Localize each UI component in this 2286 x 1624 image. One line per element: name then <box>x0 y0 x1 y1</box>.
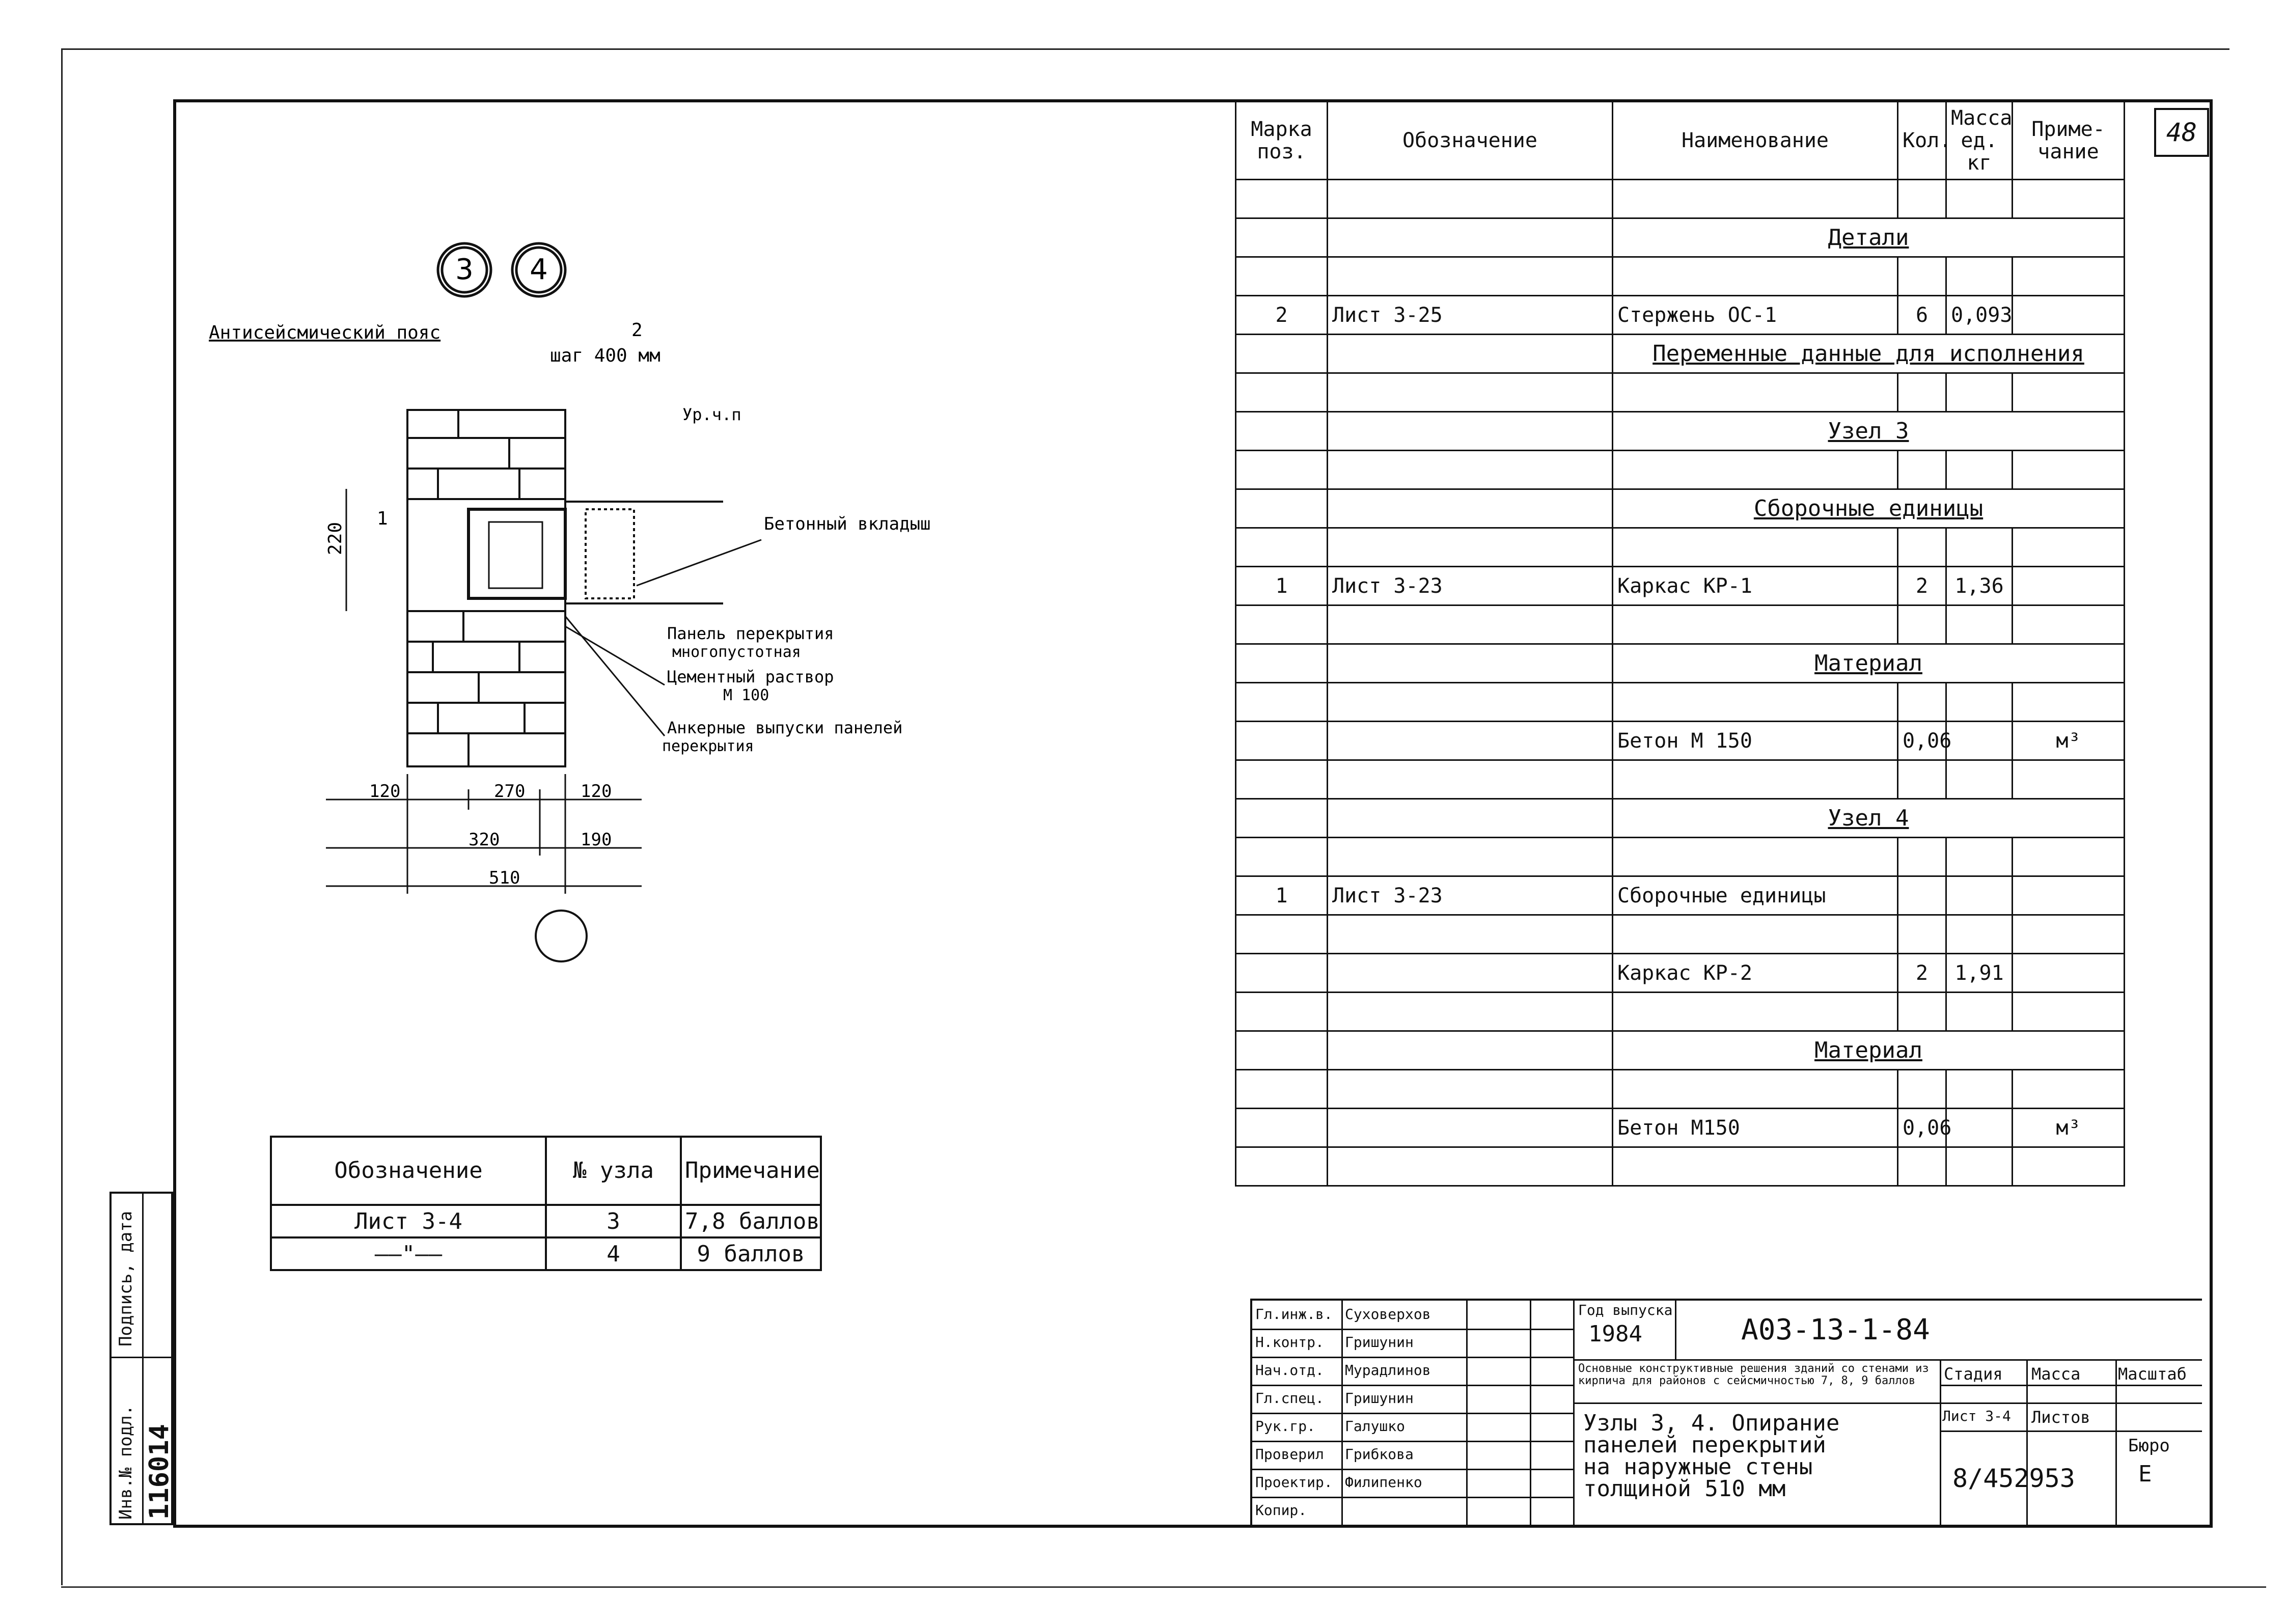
belt-label: Антисейсмический пояс <box>209 322 441 343</box>
spec-cell <box>1236 489 1328 528</box>
dim-120-left: 120 <box>369 781 401 802</box>
title-block-rule <box>1252 1441 1573 1442</box>
spec-header-mass: Масса ед. кг <box>1946 102 2013 180</box>
spec-row <box>1236 412 2125 451</box>
spec-cell: м³ <box>2013 1109 2125 1147</box>
spec-cell <box>2013 180 2125 218</box>
release-year: 1984 <box>1588 1321 1642 1347</box>
spec-cell <box>1946 993 2013 1031</box>
spec-cell <box>1613 1070 1898 1109</box>
signature-date-label: Подпись, дата <box>116 1210 136 1346</box>
spec-header-designation: Обозначение <box>1328 102 1613 180</box>
spec-section-title: Переменные данные для исполнения <box>1613 335 2125 373</box>
spec-cell <box>1328 257 1613 296</box>
spec-cell <box>1236 1147 1328 1186</box>
spec-cell <box>1236 451 1328 489</box>
title-block-name: Грибкова <box>1345 1446 1414 1463</box>
title-block-rule <box>1252 1497 1573 1498</box>
title-line: толщиной 510 мм <box>1583 1476 1786 1502</box>
spec-row <box>1236 373 2125 412</box>
spec-cell <box>1613 993 1898 1031</box>
spec-row <box>1236 1109 2125 1147</box>
sheets-label: Листов <box>2031 1408 2090 1427</box>
spec-cell <box>2013 528 2125 567</box>
spec-cell <box>1946 1147 2013 1186</box>
spec-cell <box>1328 1070 1613 1109</box>
spec-cell <box>1328 993 1613 1031</box>
spec-section-title: Детали <box>1613 218 2125 257</box>
spec-cell <box>1946 838 2013 876</box>
spec-cell <box>1898 1147 1946 1186</box>
inventory-label: Инв.№ подл. <box>116 1405 136 1520</box>
spec-cell <box>1898 528 1946 567</box>
title-block-rule <box>1252 1525 1573 1526</box>
spec-cell <box>1946 1070 2013 1109</box>
spec-header-mark: Марка поз. <box>1236 102 1328 180</box>
title-block-rule <box>1252 1329 1573 1330</box>
dim-190: 190 <box>581 830 612 850</box>
spec-cell <box>1236 722 1328 760</box>
spec-cell <box>1236 412 1328 451</box>
spec-row <box>1236 954 2125 993</box>
spec-cell <box>2013 760 2125 799</box>
spec-cell <box>1946 1109 2013 1147</box>
spec-cell <box>1328 528 1613 567</box>
dim-120-right: 120 <box>581 781 612 802</box>
spec-cell <box>1613 1147 1898 1186</box>
bureau-label: Бюро <box>2128 1436 2170 1456</box>
spec-row <box>1236 218 2125 257</box>
spec-cell <box>1946 876 2013 915</box>
spec-row <box>1236 605 2125 644</box>
spec-cell <box>1613 605 1898 644</box>
title-block-role: Гл.инж.в. <box>1255 1306 1333 1323</box>
spec-cell <box>1946 683 2013 722</box>
spec-row <box>1236 567 2125 605</box>
spec-header-qty: Кол. <box>1898 102 1946 180</box>
spec-cell <box>1613 683 1898 722</box>
bureau-value: Е <box>2138 1461 2152 1487</box>
spec-row <box>1236 489 2125 528</box>
concrete-insert-label: Бетонный вкладыш <box>764 514 931 534</box>
spec-cell <box>1236 180 1328 218</box>
node-drawing <box>194 224 1018 988</box>
spec-cell <box>2013 296 2125 335</box>
title-block-name: Галушко <box>1345 1418 1406 1435</box>
spec-cell <box>1328 335 1613 373</box>
nodes-cell: 9 баллов <box>681 1237 821 1270</box>
spec-cell <box>1613 528 1898 567</box>
spec-cell <box>1946 722 2013 760</box>
document-subtitle: Основные конструктивные решения зданий со стенами из кирпича для районов с сейсмичностью 7, 8, 9 баллов <box>1578 1362 1929 1387</box>
spec-cell: Лист 3-25 <box>1328 296 1613 335</box>
spec-cell <box>1236 954 1328 993</box>
spec-cell <box>1898 915 1946 954</box>
spec-cell <box>1328 760 1613 799</box>
spec-cell: Лист 3-23 <box>1328 876 1613 915</box>
spec-cell <box>1328 799 1613 838</box>
spec-cell <box>1946 605 2013 644</box>
title-block-rule <box>1252 1357 1573 1358</box>
spec-cell <box>1613 373 1898 412</box>
spec-row <box>1236 257 2125 296</box>
spec-row <box>1236 528 2125 567</box>
scale-label: Масштаб <box>2118 1364 2187 1384</box>
level-label: Ур.ч.п <box>682 405 741 424</box>
spec-cell <box>1328 683 1613 722</box>
spec-cell: 6 <box>1898 296 1946 335</box>
spec-cell <box>1236 838 1328 876</box>
spec-cell: 0,093 <box>1946 296 2013 335</box>
spec-cell: 0,06 <box>1898 1109 1946 1147</box>
dim-220: 220 <box>325 521 346 555</box>
spec-cell <box>1946 528 2013 567</box>
spec-cell <box>1898 993 1946 1031</box>
spec-cell <box>1236 335 1328 373</box>
spec-cell <box>1898 1070 1946 1109</box>
spec-row <box>1236 1147 2125 1186</box>
nodes-cell: ——"—— <box>271 1237 546 1270</box>
rod-spacing: шаг 400 мм <box>550 345 660 366</box>
spec-row <box>1236 915 2125 954</box>
spec-row <box>1236 799 2125 838</box>
title-block-rule <box>1252 1469 1573 1470</box>
mass-label: Масса <box>2031 1364 2081 1384</box>
spec-cell <box>2013 373 2125 412</box>
spec-cell <box>1328 838 1613 876</box>
spec-cell <box>1328 1147 1613 1186</box>
spec-cell: 1 <box>1236 567 1328 605</box>
spec-cell <box>2013 915 2125 954</box>
spec-cell: 1,91 <box>1946 954 2013 993</box>
spec-cell <box>1236 528 1328 567</box>
spec-section-title: Узел 4 <box>1613 799 2125 838</box>
spec-cell: Бетон М 150 <box>1613 722 1898 760</box>
spec-cell <box>1328 1109 1613 1147</box>
spec-cell <box>2013 954 2125 993</box>
panel-label: Панель перекрытия <box>667 624 834 643</box>
spec-cell <box>1236 1031 1328 1070</box>
spec-cell <box>1613 838 1898 876</box>
spec-cell <box>1236 605 1328 644</box>
spec-cell: 2 <box>1898 954 1946 993</box>
spec-cell: 0,06 <box>1898 722 1946 760</box>
mortar-grade: М 100 <box>723 686 769 704</box>
spec-cell <box>1613 760 1898 799</box>
spec-cell <box>1328 218 1613 257</box>
node-mark-4-text: 4 <box>530 253 548 286</box>
title-line: панелей перекрытий <box>1583 1432 1826 1458</box>
spec-row <box>1236 1070 2125 1109</box>
spec-cell <box>1328 180 1613 218</box>
spec-cell: 2 <box>1236 296 1328 335</box>
spec-cell <box>1328 644 1613 683</box>
spec-cell <box>1236 799 1328 838</box>
spec-cell <box>2013 1070 2125 1109</box>
title-block-rule <box>1252 1413 1573 1414</box>
title-block-name: Мурадлинов <box>1345 1362 1431 1379</box>
spec-cell <box>1328 373 1613 412</box>
spec-row <box>1236 1031 2125 1070</box>
specification-table <box>1235 101 2125 1187</box>
spec-cell <box>1328 1031 1613 1070</box>
spec-row <box>1236 296 2125 335</box>
spec-cell <box>1236 257 1328 296</box>
spec-row <box>1236 876 2125 915</box>
title-block <box>1250 1299 2202 1527</box>
dim-510: 510 <box>489 868 520 888</box>
spec-cell <box>1898 760 1946 799</box>
brick-wall <box>407 410 723 766</box>
spec-cell <box>1613 180 1898 218</box>
node-mark-3-text: 3 <box>455 253 474 286</box>
spec-row <box>1236 180 2125 218</box>
spec-cell <box>1328 722 1613 760</box>
dim-270: 270 <box>494 781 526 802</box>
title-block-role: Нач.отд. <box>1255 1362 1324 1379</box>
spec-cell <box>1946 915 2013 954</box>
spec-cell: Каркас КР-2 <box>1613 954 1898 993</box>
spec-cell <box>1898 451 1946 489</box>
spec-cell: Лист 3-23 <box>1328 567 1613 605</box>
spec-cell <box>1236 993 1328 1031</box>
nodes-cell: 7,8 баллов <box>681 1205 821 1237</box>
rod-count: 2 <box>631 320 643 341</box>
spec-cell <box>1236 1070 1328 1109</box>
stage-label: Стадия <box>1944 1364 2003 1384</box>
nodes-header-note: Примечание <box>681 1137 821 1205</box>
spec-cell <box>2013 993 2125 1031</box>
nodes-cell: 3 <box>546 1205 681 1237</box>
spec-cell <box>2013 876 2125 915</box>
anchor-label: Анкерные выпуски панелей <box>667 718 903 737</box>
spec-cell <box>1328 605 1613 644</box>
bottom-trim-line <box>61 1586 2266 1588</box>
pos-1: 1 <box>377 508 388 529</box>
spec-row <box>1236 644 2125 683</box>
spec-row <box>1236 993 2125 1031</box>
spec-cell: Сборочные единицы <box>1613 876 1898 915</box>
spec-cell <box>1946 257 2013 296</box>
spec-cell <box>2013 838 2125 876</box>
spec-cell <box>1328 489 1613 528</box>
mortar-label: Цементный раствор <box>667 667 834 686</box>
spec-cell <box>1946 760 2013 799</box>
spec-cell <box>1898 373 1946 412</box>
spec-row <box>1236 683 2125 722</box>
spec-row <box>1236 451 2125 489</box>
spec-cell: Бетон М150 <box>1613 1109 1898 1147</box>
title-line: на наружные стены <box>1583 1454 1813 1480</box>
inventory-number: 8/452953 <box>1952 1464 2075 1493</box>
spec-header-note: Приме-чание <box>2013 102 2125 180</box>
spec-cell <box>1328 451 1613 489</box>
spec-cell <box>1236 915 1328 954</box>
spec-cell <box>1613 257 1898 296</box>
spec-cell <box>1328 915 1613 954</box>
title-block-role: Гл.спец. <box>1255 1390 1324 1407</box>
title-block-role: Проверил <box>1255 1446 1324 1463</box>
spec-cell <box>2013 451 2125 489</box>
spec-cell <box>1946 373 2013 412</box>
spec-cell <box>2013 257 2125 296</box>
inventory-number: 116014 <box>144 1424 175 1520</box>
title-block-role: Н.контр. <box>1255 1334 1324 1351</box>
spec-section-title: Узел 3 <box>1613 412 2125 451</box>
spec-cell <box>1328 954 1613 993</box>
spec-cell <box>1236 1109 1328 1147</box>
nodes-cell: Лист 3-4 <box>271 1205 546 1237</box>
spec-cell <box>1898 876 1946 915</box>
spec-cell <box>1236 644 1328 683</box>
nodes-header-node: № узла <box>546 1137 681 1205</box>
spec-cell <box>1328 412 1613 451</box>
spec-header-name: Наименование <box>1613 102 1898 180</box>
spec-cell: м³ <box>2013 722 2125 760</box>
title-block-role: Копир. <box>1255 1502 1307 1519</box>
spec-row <box>1236 335 2125 373</box>
spec-cell <box>1236 760 1328 799</box>
spec-cell: Каркас КР-1 <box>1613 567 1898 605</box>
title-block-rule <box>1252 1385 1573 1386</box>
spec-cell: Стержень ОС-1 <box>1613 296 1898 335</box>
spec-cell <box>1898 683 1946 722</box>
dim-320: 320 <box>469 830 500 850</box>
section-circle <box>536 911 587 961</box>
spec-cell <box>2013 1147 2125 1186</box>
spec-cell <box>1946 180 2013 218</box>
spec-cell <box>1613 915 1898 954</box>
side-stamp <box>109 1192 173 1525</box>
spec-cell <box>2013 605 2125 644</box>
spec-cell <box>1236 683 1328 722</box>
spec-cell <box>1946 451 2013 489</box>
spec-section-title: Сборочные единицы <box>1613 489 2125 528</box>
panel-label-2: многопустотная <box>672 643 801 661</box>
spec-section-title: Материал <box>1613 1031 2125 1070</box>
nodes-cell: 4 <box>546 1237 681 1270</box>
spec-cell: 1 <box>1236 876 1328 915</box>
spec-cell <box>1898 838 1946 876</box>
nodes-header-designation: Обозначение <box>271 1137 546 1205</box>
spec-cell: 2 <box>1898 567 1946 605</box>
spec-cell: 1,36 <box>1946 567 2013 605</box>
spec-row <box>1236 760 2125 799</box>
title-block-name: Суховерхов <box>1345 1306 1431 1323</box>
spec-cell <box>1613 451 1898 489</box>
anchor-label-2: перекрытия <box>662 737 754 755</box>
sheet-number: 48 <box>2154 108 2209 157</box>
spec-section-title: Материал <box>1613 644 2125 683</box>
title-block-role: Рук.гр. <box>1255 1418 1316 1435</box>
spec-cell <box>1898 605 1946 644</box>
spec-row <box>1236 838 2125 876</box>
title-block-name: Гришунин <box>1345 1334 1414 1351</box>
document-code: А03-13-1-84 <box>1741 1313 1930 1346</box>
title-block-name: Гришунин <box>1345 1390 1414 1407</box>
nodes-table <box>270 1136 822 1271</box>
spec-cell <box>2013 567 2125 605</box>
release-label: Год выпуска <box>1578 1302 1673 1318</box>
spec-cell <box>1898 180 1946 218</box>
spec-cell <box>1236 373 1328 412</box>
spec-cell <box>2013 683 2125 722</box>
title-line: Узлы 3, 4. Опирание <box>1583 1410 1840 1436</box>
spec-cell <box>1898 257 1946 296</box>
spec-row <box>1236 722 2125 760</box>
spec-cell <box>1236 218 1328 257</box>
title-block-role: Проектир. <box>1255 1474 1333 1491</box>
title-block-name: Филипенко <box>1345 1474 1422 1491</box>
sheet-label: Лист 3-4 <box>1942 1408 2011 1424</box>
